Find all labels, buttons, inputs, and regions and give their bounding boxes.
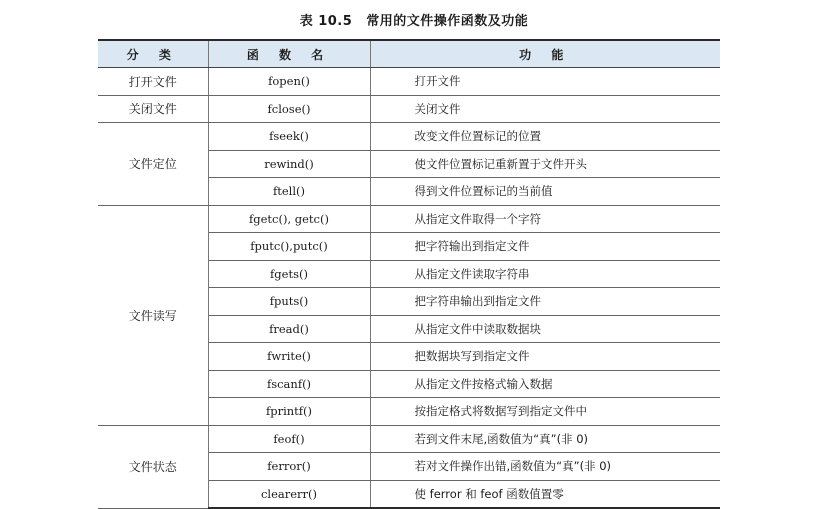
table-row	[98, 205, 720, 233]
function-name-cell: fseek()	[208, 123, 370, 151]
function-name-cell: fread()	[208, 315, 370, 343]
function-name-cell: feof()	[208, 425, 370, 453]
table-body	[98, 68, 720, 509]
category-cell: 文件读写	[98, 205, 208, 425]
function-description-cell: 把字符输出到指定文件	[370, 233, 720, 261]
header-function-name: 函 数 名	[208, 40, 370, 68]
function-name-cell: fgets()	[208, 260, 370, 288]
function-description-cell: 若对文件操作出错,函数值为“真”(非 0)	[370, 453, 720, 481]
function-description-cell: 改变文件位置标记的位置	[370, 123, 720, 151]
function-description-cell: 使 ferror 和 feof 函数值置零	[370, 480, 720, 508]
function-name-cell: rewind()	[208, 150, 370, 178]
function-description-cell: 从指定文件中读取数据块	[370, 315, 720, 343]
table-title: 常用的文件操作函数及功能	[366, 14, 529, 29]
table-caption	[0, 10, 828, 29]
table-header	[98, 40, 720, 68]
function-name-cell: ferror()	[208, 453, 370, 481]
function-description-cell: 按指定格式将数据写到指定文件中	[370, 398, 720, 426]
function-description-cell: 得到文件位置标记的当前值	[370, 178, 720, 206]
table-number: 表 10.5	[299, 14, 353, 29]
table-row	[98, 95, 720, 123]
function-description-cell: 把字符串输出到指定文件	[370, 288, 720, 316]
function-name-cell: fputc(),putc()	[208, 233, 370, 261]
function-name-cell: fclose()	[208, 95, 370, 123]
function-description-cell: 从指定文件取得一个字符	[370, 205, 720, 233]
function-description-cell: 把数据块写到指定文件	[370, 343, 720, 371]
category-cell: 文件定位	[98, 123, 208, 206]
function-name-cell: fputs()	[208, 288, 370, 316]
header-description: 功 能	[370, 40, 720, 68]
function-description-cell: 使文件位置标记重新置于文件开头	[370, 150, 720, 178]
function-description-cell: 若到文件末尾,函数值为“真”(非 0)	[370, 425, 720, 453]
table-row	[98, 425, 720, 453]
function-name-cell: fopen()	[208, 68, 370, 96]
function-name-cell: fgetc(), getc()	[208, 205, 370, 233]
function-description-cell: 从指定文件按格式输入数据	[370, 370, 720, 398]
function-name-cell: fprintf()	[208, 398, 370, 426]
function-name-cell: fwrite()	[208, 343, 370, 371]
table-row	[98, 123, 720, 151]
function-description-cell: 打开文件	[370, 68, 720, 96]
function-name-cell: ftell()	[208, 178, 370, 206]
category-cell: 关闭文件	[98, 95, 208, 123]
file-functions-table	[98, 39, 720, 509]
header-row	[98, 40, 720, 68]
function-description-cell: 关闭文件	[370, 95, 720, 123]
function-description-cell: 从指定文件读取字符串	[370, 260, 720, 288]
header-category: 分 类	[98, 40, 208, 68]
category-cell: 打开文件	[98, 68, 208, 96]
function-name-cell: fscanf()	[208, 370, 370, 398]
function-name-cell: clearerr()	[208, 480, 370, 508]
category-cell: 文件状态	[98, 425, 208, 508]
table-row	[98, 68, 720, 96]
